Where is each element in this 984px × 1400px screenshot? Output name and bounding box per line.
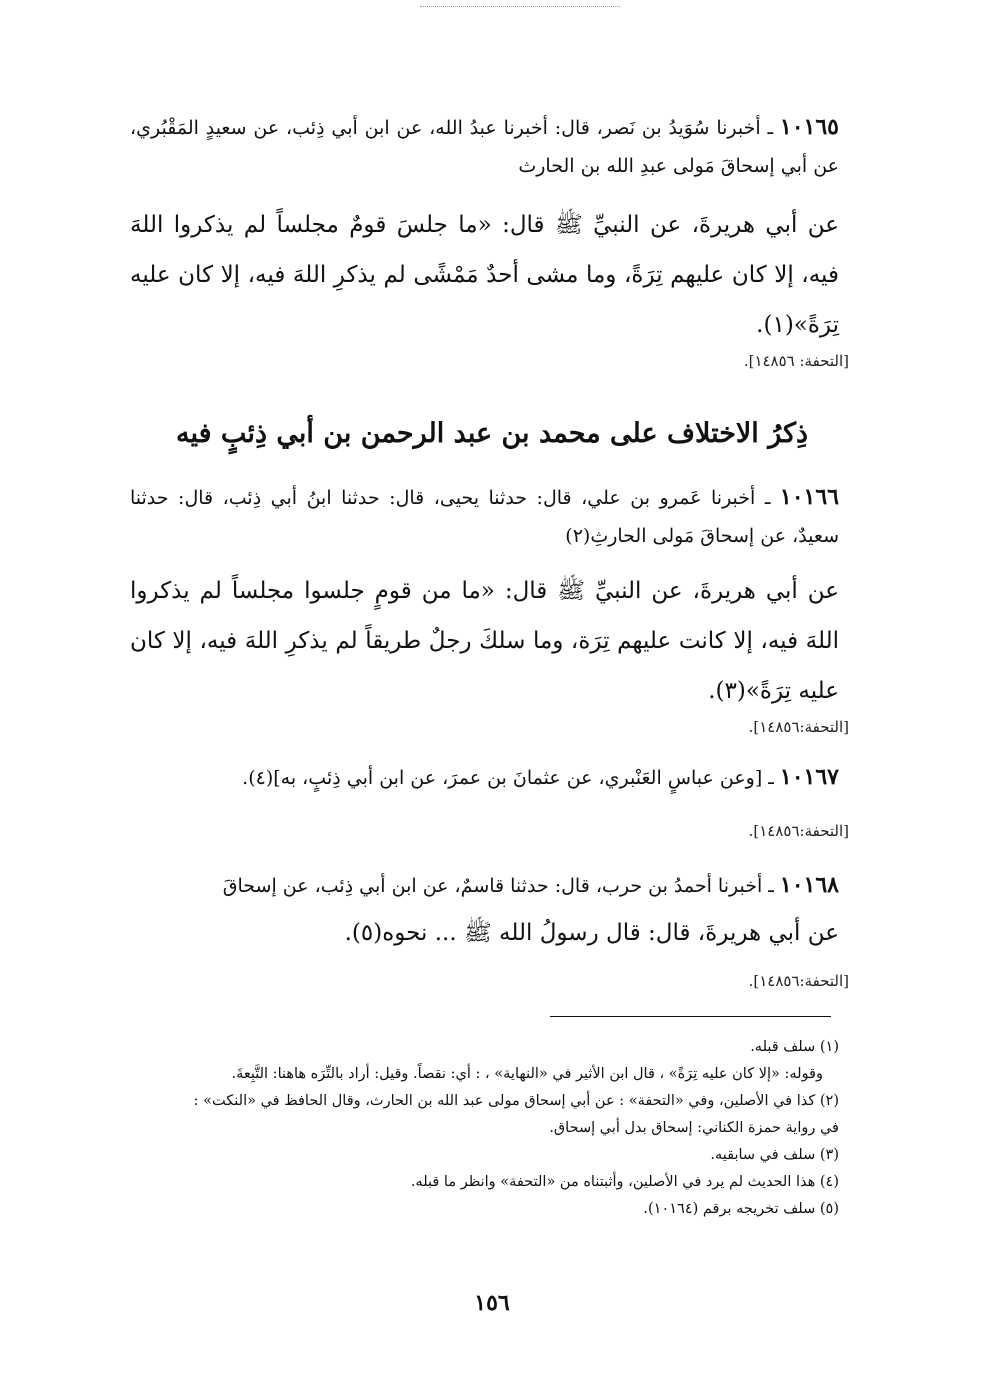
- tuhfa-reference: [التحفة:١٤٨٥٦].: [748, 718, 849, 736]
- isnad-text: ـ أخبرنا أحمدُ بن حرب، قال: حدثنا قاسمٌ، عن ابن أبي ذِئب، عن إسحاقَ: [222, 875, 780, 897]
- hadith-10165-matn: عن أبي هريرةَ، عن النبيِّ ﷺ قال: «ما جلسَ قومٌ مجلساً لم يذكروا اللهَ فيه، إلا كان عليهم تِرَةً، وما مشى أحدٌ مَمْشًى لم يذكرِ اللهَ فيه، إلا كان عليه تِرَةً»(١).: [130, 212, 839, 338]
- footnote: (٤) هذا الحديث لم يرد في الأصلين، وأثبتناه من «التحفة» وانظر ما قبله.: [410, 1174, 839, 1190]
- footnote-continuation: وقوله: «إلا كان عليه تِرَةً» ، قال ابن الأثير في «النهاية» ، : أي: نقصاً. وقيل: أراد بالتِّرَه هاهنا: التَّبِعةَ.: [231, 1066, 823, 1082]
- footnote-separator: [550, 1016, 831, 1017]
- hadith-10166-matn: عن أبي هريرةَ، عن النبيِّ ﷺ قال: «ما من قومٍ جلسوا مجلساً لم يذكروا اللهَ فيه، إلا كانت عليهم تِرَة، وما سلكَ رجلٌ طريقاً لم يذكرِ اللهَ فيه، إلا كان عليه تِرَةً»(٣).: [130, 578, 839, 704]
- top-decorative-rule: [420, 6, 620, 8]
- footnote: (١) سلف قبله.: [750, 1039, 839, 1055]
- hadith-10168-matn: عن أبي هريرةَ، قال: قال رسولُ الله ﷺ ... نحوه(٥).: [344, 920, 839, 946]
- isnad-text: ـ أخبرنا سُوَيدُ بن نَصر، قال: أخبرنا عبدُ الله، عن ابن أبي ذِئب، عن سعيدٍ المَقْبُري، عن أبي إسحاقَ مَولى عبدِ الله بن الحارث: [130, 117, 839, 177]
- hadith-10168-isnad: [130, 866, 839, 905]
- footnote: (٢) كذا في الأصلين، وفي «التحفة» : عن أبي إسحاق مولى عبد الله بن الحارث، وقال الحافظ في «النكت» :: [193, 1093, 839, 1109]
- footnotes: [140, 1034, 839, 1223]
- hadith-number: ١٠١٦٧: [779, 764, 839, 790]
- hadith-text: ـ [وعن عباسٍ العَنْبري، عن عثمانَ بن عمرَ، عن ابن أبي ذِئبٍ، به](٤).: [242, 767, 780, 789]
- footnote-continuation: في رواية حمزة الكناني: إسحاق بدل أبي إسحاق.: [549, 1120, 839, 1136]
- hadith-10167: [130, 758, 839, 797]
- tuhfa-reference: [التحفة:١٤٨٥٦].: [748, 822, 849, 840]
- tuhfa-reference: [التحفة:١٤٨٥٦].: [748, 972, 849, 990]
- hadith-number: ١٠١٦٨: [779, 872, 839, 898]
- page-number: ١٥٦: [474, 1290, 510, 1316]
- hadith-10165-isnad: [130, 108, 839, 185]
- hadith-10166-isnad: [130, 478, 839, 555]
- section-heading: ذِكرُ الاختلاف على محمد بن عبد الرحمن بن أبي ذِئبٍ فيه: [176, 418, 808, 449]
- footnote: (٥) سلف تخريجه برقم (١٠١٦٤).: [643, 1201, 839, 1217]
- hadith-number: ١٠١٦٥: [779, 114, 839, 140]
- hadith-number: ١٠١٦٦: [779, 484, 839, 510]
- footnote: (٣) سلف في سابقيه.: [710, 1147, 839, 1163]
- isnad-text: ـ أخبرنا عَمرو بن علي، قال: حدثنا يحيى، قال: حدثنا ابنُ أبي ذِئب، قال: حدثنا سعيدٌ، عن إسحاقَ مَولى الحارثِ(٢): [130, 487, 839, 547]
- tuhfa-reference: [التحفة: ١٤٨٥٦].: [743, 352, 849, 370]
